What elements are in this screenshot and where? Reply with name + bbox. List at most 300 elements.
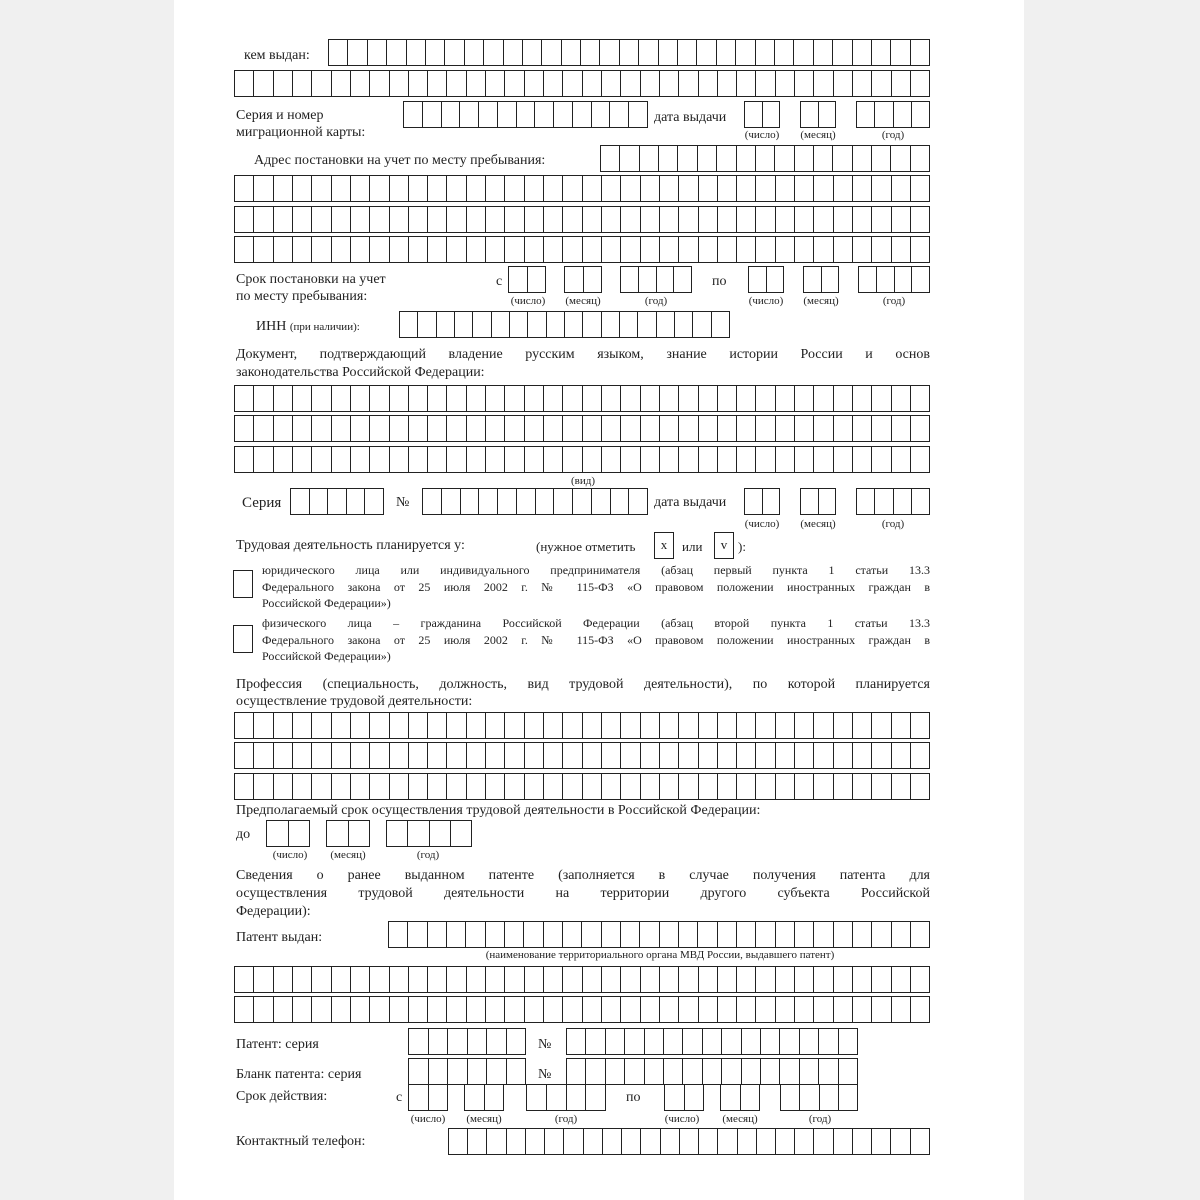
- patent-blank-series-cells[interactable]: [408, 1058, 526, 1085]
- input-cell[interactable]: [584, 267, 603, 292]
- input-cell[interactable]: [400, 312, 418, 337]
- input-cell[interactable]: [486, 774, 505, 799]
- input-cell[interactable]: [853, 386, 872, 411]
- input-cell[interactable]: [892, 967, 911, 992]
- input-cell[interactable]: [528, 312, 546, 337]
- input-cell[interactable]: [525, 447, 544, 472]
- input-cell[interactable]: [428, 386, 447, 411]
- input-cell[interactable]: [756, 713, 775, 738]
- input-cell[interactable]: [697, 40, 716, 65]
- input-cell[interactable]: [370, 416, 389, 441]
- input-cell[interactable]: [756, 416, 775, 441]
- input-cell[interactable]: [351, 207, 370, 232]
- input-cell[interactable]: [567, 1085, 587, 1110]
- input-cell[interactable]: [368, 40, 387, 65]
- input-cell[interactable]: [795, 922, 814, 947]
- input-cell[interactable]: [892, 176, 911, 201]
- input-cell[interactable]: [814, 743, 833, 768]
- input-cell[interactable]: [447, 713, 466, 738]
- input-cell[interactable]: [525, 207, 544, 232]
- registration-address-row-2[interactable]: [234, 175, 930, 202]
- input-cell[interactable]: [254, 967, 273, 992]
- input-cell[interactable]: [254, 207, 273, 232]
- input-cell[interactable]: [274, 386, 293, 411]
- input-cell[interactable]: [814, 1129, 833, 1154]
- input-cell[interactable]: [505, 386, 524, 411]
- input-cell[interactable]: [641, 997, 660, 1022]
- input-cell[interactable]: [527, 1085, 547, 1110]
- input-cell[interactable]: [409, 447, 428, 472]
- input-cell[interactable]: [718, 71, 737, 96]
- input-cell[interactable]: [795, 743, 814, 768]
- term-from-day-cells[interactable]: [508, 266, 546, 293]
- input-cell[interactable]: [761, 1029, 780, 1054]
- input-cell[interactable]: [447, 774, 466, 799]
- input-cell[interactable]: [602, 176, 621, 201]
- input-cell[interactable]: [312, 997, 331, 1022]
- input-cell[interactable]: [699, 997, 718, 1022]
- input-cell[interactable]: [872, 997, 891, 1022]
- input-cell[interactable]: [428, 922, 447, 947]
- input-cell[interactable]: [235, 176, 254, 201]
- input-cell[interactable]: [814, 774, 833, 799]
- input-cell[interactable]: [718, 447, 737, 472]
- input-cell[interactable]: [834, 386, 853, 411]
- input-cell[interactable]: [486, 386, 505, 411]
- input-cell[interactable]: [641, 967, 660, 992]
- input-cell[interactable]: [486, 71, 505, 96]
- input-cell[interactable]: [718, 176, 737, 201]
- input-cell[interactable]: [486, 176, 505, 201]
- input-cell[interactable]: [814, 386, 833, 411]
- input-cell[interactable]: [776, 997, 795, 1022]
- input-cell[interactable]: [390, 447, 409, 472]
- input-cell[interactable]: [484, 40, 503, 65]
- input-cell[interactable]: [699, 774, 718, 799]
- input-cell[interactable]: [621, 237, 640, 262]
- input-cell[interactable]: [834, 967, 853, 992]
- input-cell[interactable]: [679, 416, 698, 441]
- input-cell[interactable]: [505, 237, 524, 262]
- input-cell[interactable]: [565, 312, 583, 337]
- input-cell[interactable]: [312, 71, 331, 96]
- input-cell[interactable]: [447, 237, 466, 262]
- input-cell[interactable]: [409, 743, 428, 768]
- input-cell[interactable]: [235, 447, 254, 472]
- input-cell[interactable]: [547, 312, 565, 337]
- input-cell[interactable]: [426, 40, 445, 65]
- validity-from-month-cells[interactable]: [464, 1084, 504, 1111]
- input-cell[interactable]: [834, 416, 853, 441]
- input-cell[interactable]: [235, 237, 254, 262]
- input-cell[interactable]: [756, 447, 775, 472]
- input-cell[interactable]: [602, 967, 621, 992]
- input-cell[interactable]: [911, 447, 930, 472]
- input-cell[interactable]: [621, 922, 640, 947]
- input-cell[interactable]: [834, 1129, 853, 1154]
- input-cell[interactable]: [795, 386, 814, 411]
- input-cell[interactable]: [645, 1029, 664, 1054]
- input-cell[interactable]: [254, 774, 273, 799]
- input-cell[interactable]: [892, 447, 911, 472]
- term-from-year-cells[interactable]: [620, 266, 692, 293]
- input-cell[interactable]: [409, 71, 428, 96]
- input-cell[interactable]: [428, 774, 447, 799]
- input-cell[interactable]: [586, 1059, 605, 1084]
- input-cell[interactable]: [473, 312, 491, 337]
- input-cell[interactable]: [293, 386, 312, 411]
- input-cell[interactable]: [872, 713, 891, 738]
- input-cell[interactable]: [756, 967, 775, 992]
- input-cell[interactable]: [606, 1029, 625, 1054]
- input-cell[interactable]: [872, 176, 891, 201]
- input-cell[interactable]: [756, 743, 775, 768]
- input-cell[interactable]: [795, 71, 814, 96]
- input-cell[interactable]: [486, 922, 505, 947]
- input-cell[interactable]: [892, 207, 911, 232]
- input-cell[interactable]: [505, 713, 524, 738]
- input-cell[interactable]: [819, 489, 837, 514]
- input-cell[interactable]: [332, 207, 351, 232]
- input-cell[interactable]: [795, 774, 814, 799]
- input-cell[interactable]: [894, 489, 912, 514]
- input-cell[interactable]: [620, 146, 639, 171]
- input-cell[interactable]: [767, 267, 785, 292]
- input-cell[interactable]: [428, 71, 447, 96]
- input-cell[interactable]: [892, 713, 911, 738]
- input-cell[interactable]: [254, 176, 273, 201]
- input-cell[interactable]: [737, 997, 756, 1022]
- input-cell[interactable]: [370, 207, 389, 232]
- input-cell[interactable]: [853, 207, 872, 232]
- input-cell[interactable]: [621, 997, 640, 1022]
- input-cell[interactable]: [293, 207, 312, 232]
- input-cell[interactable]: [660, 386, 679, 411]
- input-cell[interactable]: [756, 176, 775, 201]
- input-cell[interactable]: [370, 967, 389, 992]
- input-cell[interactable]: [351, 176, 370, 201]
- input-cell[interactable]: [892, 774, 911, 799]
- input-cell[interactable]: [737, 176, 756, 201]
- input-cell[interactable]: [776, 967, 795, 992]
- input-cell[interactable]: [679, 237, 698, 262]
- input-cell[interactable]: [853, 922, 872, 947]
- input-cell[interactable]: [600, 40, 619, 65]
- input-cell[interactable]: [603, 1129, 622, 1154]
- input-cell[interactable]: [761, 1059, 780, 1084]
- input-cell[interactable]: [657, 267, 675, 292]
- input-cell[interactable]: [737, 146, 756, 171]
- input-cell[interactable]: [408, 922, 427, 947]
- input-cell[interactable]: [756, 386, 775, 411]
- input-cell[interactable]: [834, 207, 853, 232]
- input-cell[interactable]: [718, 743, 737, 768]
- input-cell[interactable]: [486, 447, 505, 472]
- input-cell[interactable]: [428, 967, 447, 992]
- input-cell[interactable]: [679, 207, 698, 232]
- input-cell[interactable]: [563, 386, 582, 411]
- input-cell[interactable]: [814, 713, 833, 738]
- input-cell[interactable]: [621, 743, 640, 768]
- input-cell[interactable]: [544, 922, 563, 947]
- input-cell[interactable]: [722, 1029, 741, 1054]
- input-cell[interactable]: [293, 774, 312, 799]
- input-cell[interactable]: [679, 774, 698, 799]
- input-cell[interactable]: [621, 713, 640, 738]
- input-cell[interactable]: [814, 447, 833, 472]
- input-cell[interactable]: [235, 774, 254, 799]
- input-cell[interactable]: [892, 922, 911, 947]
- input-cell[interactable]: [289, 821, 311, 846]
- input-cell[interactable]: [610, 102, 629, 127]
- input-cell[interactable]: [351, 967, 370, 992]
- input-cell[interactable]: [857, 102, 875, 127]
- input-cell[interactable]: [756, 997, 775, 1022]
- input-cell[interactable]: [621, 447, 640, 472]
- term-to-month-cells[interactable]: [803, 266, 839, 293]
- input-cell[interactable]: [602, 71, 621, 96]
- input-cell[interactable]: [853, 146, 872, 171]
- input-cell[interactable]: [857, 489, 875, 514]
- input-cell[interactable]: [911, 774, 930, 799]
- input-cell[interactable]: [390, 416, 409, 441]
- input-cell[interactable]: [611, 489, 630, 514]
- input-cell[interactable]: [535, 102, 554, 127]
- input-cell[interactable]: [274, 237, 293, 262]
- input-cell[interactable]: [525, 743, 544, 768]
- input-cell[interactable]: [583, 207, 602, 232]
- input-cell[interactable]: [781, 1085, 800, 1110]
- input-cell[interactable]: [312, 386, 331, 411]
- input-cell[interactable]: [641, 386, 660, 411]
- input-cell[interactable]: [567, 1029, 586, 1054]
- patent-issued-row-2[interactable]: [234, 966, 930, 993]
- input-cell[interactable]: [602, 386, 621, 411]
- input-cell[interactable]: [332, 386, 351, 411]
- input-cell[interactable]: [567, 1059, 586, 1084]
- input-cell[interactable]: [872, 386, 891, 411]
- input-cell[interactable]: [641, 416, 660, 441]
- profession-row-1[interactable]: [234, 712, 930, 739]
- input-cell[interactable]: [892, 416, 911, 441]
- input-cell[interactable]: [544, 207, 563, 232]
- input-cell[interactable]: [274, 774, 293, 799]
- input-cell[interactable]: [839, 1085, 858, 1110]
- input-cell[interactable]: [756, 922, 775, 947]
- input-cell[interactable]: [404, 102, 423, 127]
- input-cell[interactable]: [795, 447, 814, 472]
- input-cell[interactable]: [657, 312, 675, 337]
- input-cell[interactable]: [737, 967, 756, 992]
- input-cell[interactable]: [814, 967, 833, 992]
- input-cell[interactable]: [583, 71, 602, 96]
- input-cell[interactable]: [621, 386, 640, 411]
- input-cell[interactable]: [390, 237, 409, 262]
- input-cell[interactable]: [409, 997, 428, 1022]
- input-cell[interactable]: [756, 237, 775, 262]
- input-cell[interactable]: [498, 489, 517, 514]
- input-cell[interactable]: [563, 416, 582, 441]
- migration-card-year-cells[interactable]: [856, 101, 930, 128]
- input-cell[interactable]: [911, 176, 930, 201]
- input-cell[interactable]: [659, 146, 678, 171]
- input-cell[interactable]: [451, 821, 472, 846]
- input-cell[interactable]: [621, 416, 640, 441]
- input-cell[interactable]: [409, 1059, 429, 1084]
- input-cell[interactable]: [409, 237, 428, 262]
- input-cell[interactable]: [544, 713, 563, 738]
- input-cell[interactable]: [351, 447, 370, 472]
- input-cell[interactable]: [872, 743, 891, 768]
- input-cell[interactable]: [349, 821, 371, 846]
- input-cell[interactable]: [274, 71, 293, 96]
- patent-number-cells[interactable]: [566, 1028, 858, 1055]
- option-legal-entity-checkbox[interactable]: [233, 570, 253, 598]
- input-cell[interactable]: [814, 207, 833, 232]
- input-cell[interactable]: [641, 71, 660, 96]
- input-cell[interactable]: [602, 774, 621, 799]
- input-cell[interactable]: [800, 1029, 819, 1054]
- input-cell[interactable]: [621, 71, 640, 96]
- input-cell[interactable]: [718, 713, 737, 738]
- input-cell[interactable]: [683, 1059, 702, 1084]
- input-cell[interactable]: [606, 1059, 625, 1084]
- input-cell[interactable]: [525, 386, 544, 411]
- input-cell[interactable]: [699, 967, 718, 992]
- input-cell[interactable]: [447, 743, 466, 768]
- input-cell[interactable]: [621, 207, 640, 232]
- input-cell[interactable]: [665, 1085, 685, 1110]
- input-cell[interactable]: [718, 967, 737, 992]
- input-cell[interactable]: [872, 416, 891, 441]
- input-cell[interactable]: [745, 489, 763, 514]
- option-individual-checkbox[interactable]: [233, 625, 253, 653]
- input-cell[interactable]: [698, 922, 717, 947]
- input-cell[interactable]: [717, 146, 736, 171]
- input-cell[interactable]: [912, 489, 930, 514]
- input-cell[interactable]: [254, 237, 273, 262]
- input-cell[interactable]: [328, 489, 347, 514]
- input-cell[interactable]: [467, 416, 486, 441]
- input-cell[interactable]: [718, 774, 737, 799]
- input-cell[interactable]: [418, 312, 436, 337]
- input-cell[interactable]: [351, 416, 370, 441]
- input-cell[interactable]: [620, 40, 639, 65]
- input-cell[interactable]: [892, 71, 911, 96]
- input-cell[interactable]: [757, 1129, 776, 1154]
- input-cell[interactable]: [911, 743, 930, 768]
- input-cell[interactable]: [254, 71, 273, 96]
- input-cell[interactable]: [625, 1029, 644, 1054]
- input-cell[interactable]: [547, 1085, 567, 1110]
- input-cell[interactable]: [718, 386, 737, 411]
- input-cell[interactable]: [365, 489, 384, 514]
- input-cell[interactable]: [814, 922, 833, 947]
- input-cell[interactable]: [721, 1085, 741, 1110]
- input-cell[interactable]: [525, 176, 544, 201]
- input-cell[interactable]: [660, 997, 679, 1022]
- input-cell[interactable]: [872, 447, 891, 472]
- input-cell[interactable]: [776, 71, 795, 96]
- input-cell[interactable]: [641, 774, 660, 799]
- input-cell[interactable]: [409, 176, 428, 201]
- input-cell[interactable]: [763, 102, 781, 127]
- input-cell[interactable]: [776, 386, 795, 411]
- input-cell[interactable]: [387, 40, 406, 65]
- input-cell[interactable]: [293, 416, 312, 441]
- input-cell[interactable]: [390, 176, 409, 201]
- input-cell[interactable]: [645, 1059, 664, 1084]
- input-cell[interactable]: [544, 997, 563, 1022]
- input-cell[interactable]: [912, 267, 930, 292]
- input-cell[interactable]: [875, 489, 893, 514]
- input-cell[interactable]: [911, 1129, 930, 1154]
- input-cell[interactable]: [891, 40, 910, 65]
- issued-by-row-1[interactable]: [328, 39, 930, 66]
- input-cell[interactable]: [814, 416, 833, 441]
- input-cell[interactable]: [737, 386, 756, 411]
- input-cell[interactable]: [274, 176, 293, 201]
- input-cell[interactable]: [467, 71, 486, 96]
- input-cell[interactable]: [675, 312, 693, 337]
- input-cell[interactable]: [795, 967, 814, 992]
- input-cell[interactable]: [332, 416, 351, 441]
- input-cell[interactable]: [839, 1029, 858, 1054]
- input-cell[interactable]: [679, 967, 698, 992]
- input-cell[interactable]: [894, 102, 912, 127]
- input-cell[interactable]: [235, 207, 254, 232]
- input-cell[interactable]: [544, 967, 563, 992]
- input-cell[interactable]: [498, 102, 517, 127]
- input-cell[interactable]: [507, 1059, 527, 1084]
- input-cell[interactable]: [583, 176, 602, 201]
- patent-issued-row-3[interactable]: [234, 996, 930, 1023]
- input-cell[interactable]: [602, 713, 621, 738]
- input-cell[interactable]: [679, 447, 698, 472]
- input-cell[interactable]: [479, 489, 498, 514]
- input-cell[interactable]: [911, 713, 930, 738]
- input-cell[interactable]: [622, 1129, 641, 1154]
- input-cell[interactable]: [678, 40, 697, 65]
- input-cell[interactable]: [332, 176, 351, 201]
- input-cell[interactable]: [429, 1059, 449, 1084]
- input-cell[interactable]: [638, 312, 656, 337]
- input-cell[interactable]: [629, 102, 648, 127]
- input-cell[interactable]: [581, 40, 600, 65]
- input-cell[interactable]: [467, 713, 486, 738]
- input-cell[interactable]: [718, 922, 737, 947]
- input-cell[interactable]: [737, 774, 756, 799]
- input-cell[interactable]: [875, 102, 893, 127]
- input-cell[interactable]: [542, 40, 561, 65]
- input-cell[interactable]: [819, 1059, 838, 1084]
- input-cell[interactable]: [563, 967, 582, 992]
- input-cell[interactable]: [583, 713, 602, 738]
- input-cell[interactable]: [737, 416, 756, 441]
- input-cell[interactable]: [409, 386, 428, 411]
- input-cell[interactable]: [756, 207, 775, 232]
- input-cell[interactable]: [486, 207, 505, 232]
- validity-to-year-cells[interactable]: [780, 1084, 858, 1111]
- input-cell[interactable]: [486, 237, 505, 262]
- input-cell[interactable]: [583, 967, 602, 992]
- input-cell[interactable]: [423, 489, 442, 514]
- input-cell[interactable]: [877, 267, 895, 292]
- input-cell[interactable]: [390, 967, 409, 992]
- input-cell[interactable]: [254, 416, 273, 441]
- input-cell[interactable]: [583, 237, 602, 262]
- input-cell[interactable]: [430, 821, 451, 846]
